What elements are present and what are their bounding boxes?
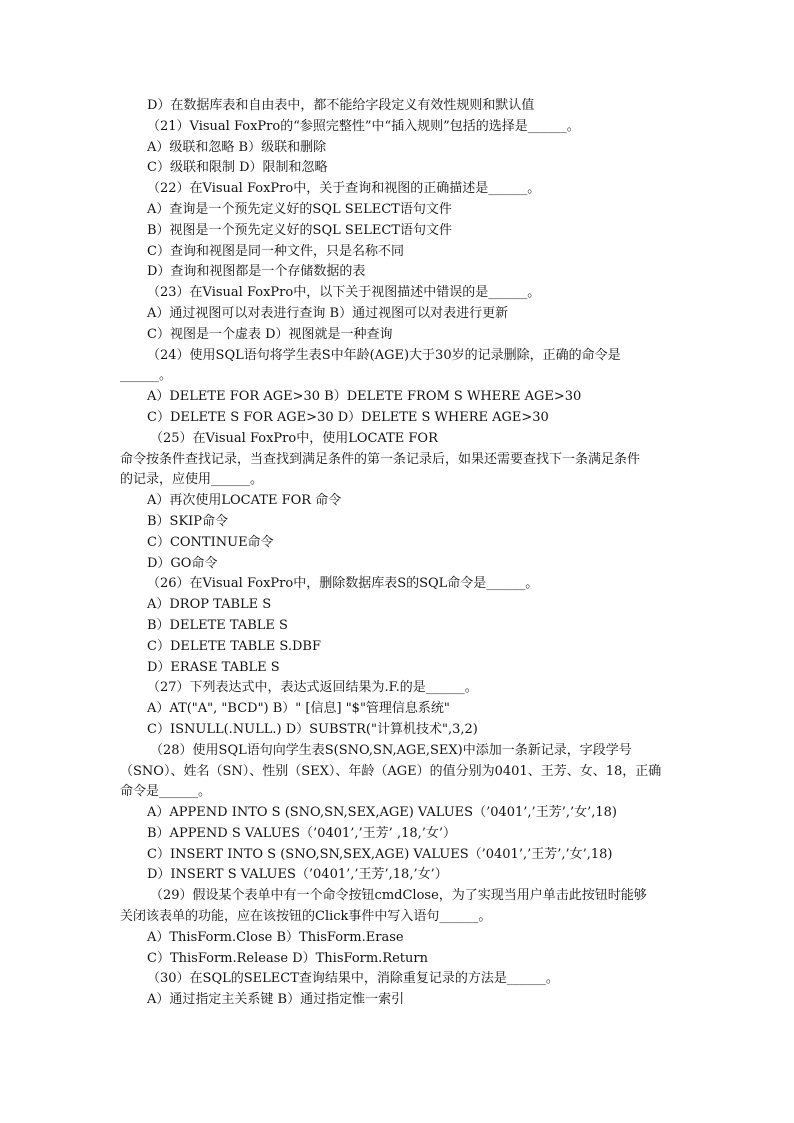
text-line: A）级联和忽略 B）级联和删除 (147, 139, 327, 155)
text-line: ______。 (120, 368, 173, 384)
text-line: A）DELETE FOR AGE>30 B）DELETE FROM S WHERE AGE>30 (147, 389, 582, 405)
text-line: C）CONTINUE命令 (147, 534, 274, 550)
text-line: A）再次使用LOCATE FOR 命令 (147, 493, 342, 509)
text-line: D）在数据库表和自由表中，都不能给字段定义有效性规则和默认值 (147, 98, 535, 113)
text-line: （24）使用SQL语句将学生表S中年龄(AGE)大于30岁的记录删除，正确的命令是 (147, 347, 621, 363)
text-line: B）APPEND S VALUES（’0401’,’王芳’ ,18,’女’） (147, 825, 457, 841)
text-line: （23）在Visual FoxPro中，以下关于视图描述中错误的是______。 (147, 285, 541, 301)
text-line: （25）在Visual FoxPro中，使用LOCATE FOR (150, 430, 438, 446)
text-line: A）APPEND INTO S (SNO,SN,SEX,AGE) VALUES（’0401’,’王芳’,’女’,18) (147, 805, 617, 821)
text-line: C）DELETE S FOR AGE>30 D）DELETE S WHERE AGE>30 (147, 409, 549, 425)
text-line: 命令按条件查找记录，当查找到满足条件的第一条记录后，如果还需要查找下一条满足条件 (120, 451, 641, 467)
text-line: D）ERASE TABLE S (147, 659, 280, 675)
text-line: A）通过视图可以对表进行查询 B）通过视图可以对表进行更新 (147, 305, 509, 321)
text-line: B）视图是一个预先定义好的SQL SELECT语句文件 (147, 222, 453, 238)
text-line: C）查询和视图是同一种文件，只是名称不同 (147, 243, 404, 259)
text-line: （SNO）、姓名（SN）、性别（SEX）、年龄（AGE）的值分别为0401、王芳、女、18，正确 (120, 763, 662, 779)
text-line: （22）在Visual FoxPro中，关于查询和视图的正确描述是______。 (147, 181, 541, 197)
text-line: C）INSERT INTO S (SNO,SN,SEX,AGE) VALUES（’0401’,’王芳’,’女’,18) (147, 846, 613, 862)
text-line: D）GO命令 (147, 555, 218, 571)
text-line: （28）使用SQL语句向学生表S(SNO,SN,AGE,SEX)中添加一条新记录，字段学号 (150, 742, 632, 758)
text-line: C）视图是一个虚表 D）视图就是一种查询 (147, 326, 393, 342)
text-line: A）ThisForm.Close B）ThisForm.Erase (147, 929, 404, 945)
question-text-block (120, 96, 680, 1011)
text-line: A）通过指定主关系键 B）通过指定惟一索引 (147, 992, 405, 1008)
text-line: C）级联和限制 D）限制和忽略 (147, 160, 328, 176)
text-line: C）ThisForm.Release D）ThisForm.Return (147, 950, 428, 966)
text-line: C）DELETE TABLE S.DBF (147, 638, 322, 654)
text-line: （29）假设某个表单中有一个命令按钮cmdClose，为了实现当用户单击此按钮时能够 (150, 888, 647, 904)
text-line: D）查询和视图都是一个存储数据的表 (147, 264, 366, 280)
text-line: （26）在Visual FoxPro中，删除数据库表S的SQL命令是______。 (147, 576, 539, 592)
text-line: 的记录，应使用______。 (120, 472, 264, 488)
text-line: 关闭该表单的功能，应在该按钮的Click事件中写入语句______。 (120, 909, 492, 925)
text-line: 命令是______。 (120, 784, 212, 800)
text-line: （30）在SQL的SELECT查询结果中，消除重复记录的方法是______。 (147, 971, 559, 987)
text-line: B）DELETE TABLE S (147, 617, 288, 633)
text-line: D）INSERT S VALUES（’0401’,’王芳’,18,’女’） (147, 867, 448, 883)
text-line: C）ISNULL(.NULL.) D）SUBSTR("计算机技术",3,2) (147, 721, 478, 737)
text-line: （27）下列表达式中，表达式返回结果为.F.的是______。 (147, 680, 478, 696)
text-line: （21）Visual FoxPro的“参照完整性”中“插入规则”包括的选择是______。 (147, 118, 580, 134)
text-line: A）查询是一个预先定义好的SQL SELECT语句文件 (147, 201, 452, 217)
text-line: B）SKIP命令 (147, 513, 229, 529)
text-line: A）AT("A", "BCD") B）" [信息] "$"管理信息系统" (147, 701, 450, 717)
text-line: A）DROP TABLE S (147, 597, 272, 613)
